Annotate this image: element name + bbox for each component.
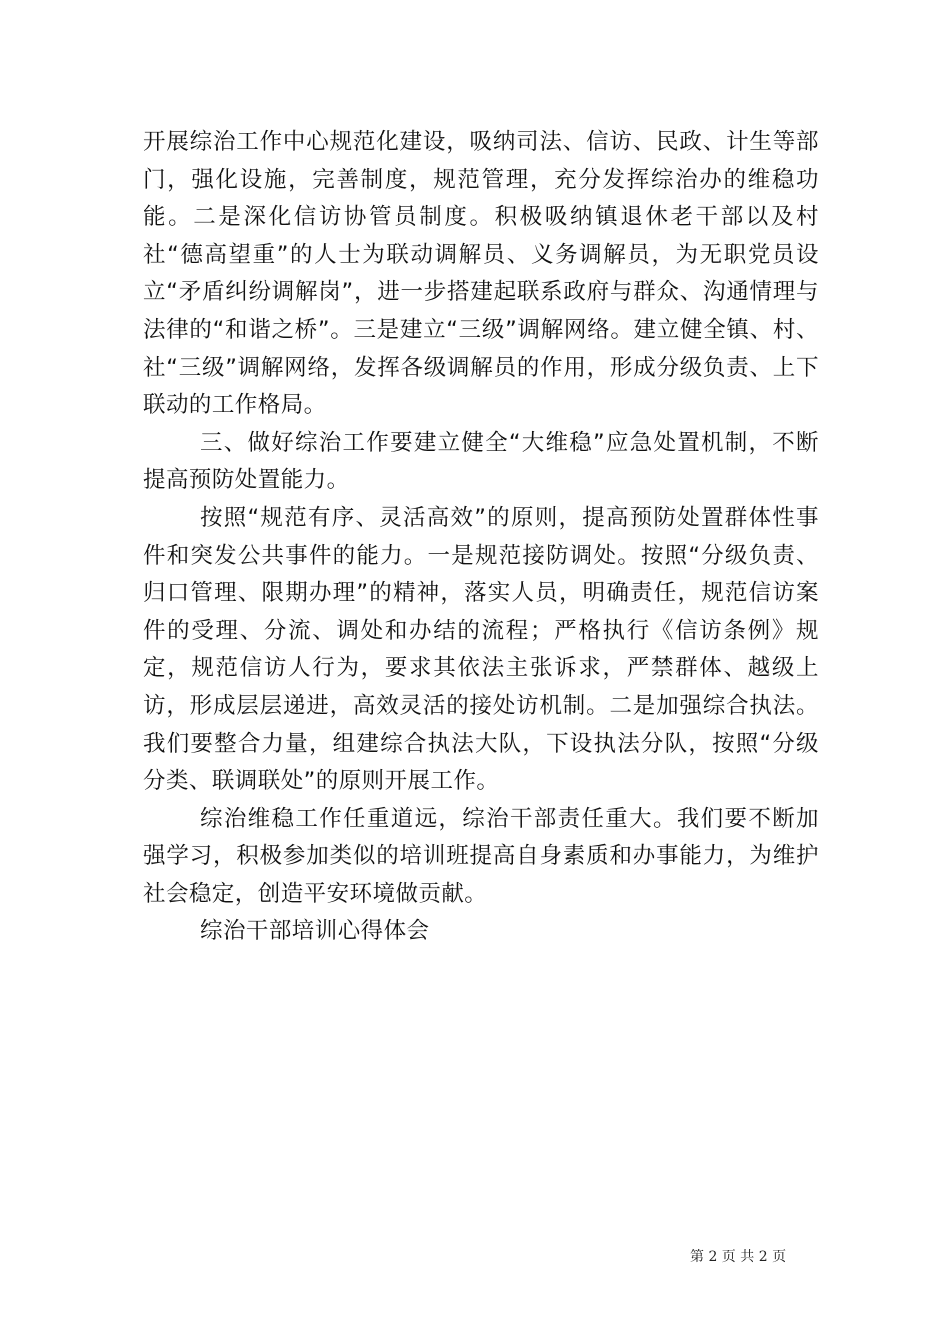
section-heading-three: 三、做好综治工作要建立健全“大维稳”应急处置机制，不断提高预防处置能力。 [143,429,819,494]
paragraph-continuation: 开展综治工作中心规范化建设，吸纳司法、信访、民政、计生等部门，强化设施，完善制度，规范管理，充分发挥综治办的维稳功能。二是深化信访协管员制度。积极吸纳镇退休老干部以及村社“德高望重”的人士为联动调解员、义务调解员，为无职党员设立“矛盾纠纷调解岗”，进一步搭建起联系政府与群众、沟通情理与法律的“和谐之桥”。三是建立“三级”调解网络。建立健全镇、村、社“三级”调解网络，发挥各级调解员的作用，形成分级负责、上下联动的工作格局。 [143,129,819,419]
paragraph-principles: 按照“规范有序、灵活高效”的原则，提高预防处置群体性事件和突发公共事件的能力。一是规范接防调处。按照“分级负责、归口管理、限期办理”的精神，落实人员，明确责任，规范信访案件的受理、分流、调处和办结的流程；严格执行《信访条例》规定，规范信访人行为，要求其依法主张诉求，严禁群体、越级上访，形成层层递进，高效灵活的接处访机制。二是加强综合执法。我们要整合力量，组建综合执法大队，下设执法分队，按照“分级分类、联调联处”的原则开展工作。 [143,504,819,795]
paragraph-conclusion: 综治维稳工作任重道远，综治干部责任重大。我们要不断加强学习，积极参加类似的培训班提高自身素质和办事能力，为维护社会稳定，创造平安环境做贡献。 [143,805,819,907]
document-title-line: 综治干部培训心得体会 [200,918,430,945]
document-body [143,124,819,951]
page-number: 第 2 页 共 2 页 [690,1249,787,1265]
